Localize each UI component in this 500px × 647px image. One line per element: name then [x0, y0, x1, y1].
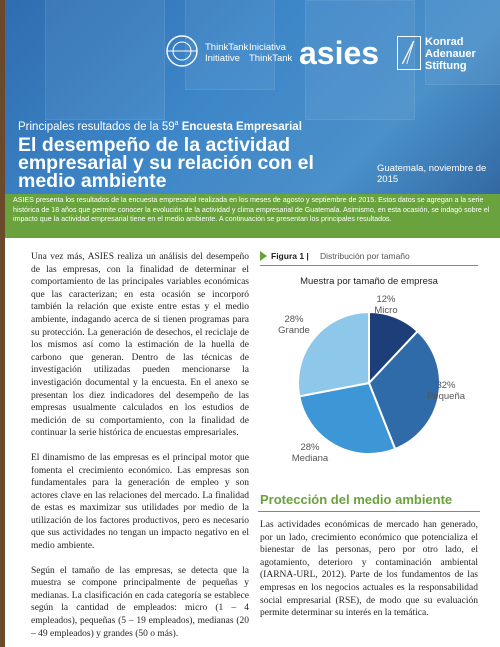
kas-line-2: Adenauer [425, 48, 476, 60]
iniciativa-line-1: Iniciativa [249, 42, 286, 53]
figure-label: Figura 1 | [271, 251, 309, 261]
left-column [31, 251, 249, 647]
pie-percent-pequeña: 32% [436, 380, 456, 391]
thinktank-line-2: Initiative [205, 53, 240, 64]
thinktank-logo-icon [165, 34, 199, 68]
subtitle-prefix: Principales resultados de la 59 [18, 120, 175, 133]
chart-title: Muestra por tamaño de empresa [300, 276, 438, 287]
figure-header [260, 250, 478, 264]
pie-category-micro: Micro [374, 305, 398, 316]
thinktank-text [205, 42, 248, 64]
page-title: El desempeño de la actividad empresarial y su relación con el medio ambiente [18, 134, 314, 192]
publication-date: Guatemala, noviembre de 2015 [377, 163, 487, 185]
kas-line-3: Stiftung [425, 60, 467, 72]
intro-banner [5, 194, 500, 238]
section-rule [258, 511, 480, 512]
logo-row [5, 26, 500, 86]
pie-category-pequeña: Pequeña [426, 391, 466, 402]
subtitle-rest: Encuesta Empresarial [178, 120, 302, 133]
iniciativa-line-2: ThinkTank [249, 53, 293, 64]
asies-logo [299, 36, 383, 70]
pie-percent-grande: 28% [284, 314, 304, 325]
pie-category-mediana: Mediana [291, 453, 329, 464]
section-heading: Protección del medio ambiente [260, 492, 453, 507]
body-paragraph-1: Una vez más, ASIES realiza un análisis del desempeño de las empresas, con la finalidad de determinar el comportamiento de las principales variables económicas que las caracterizan; en esta ocasión se incorporó también la relación que existe entre estas y el medio ambiente, indagando acerca de si tienen programas para su protección. La generación de desechos, el reciclaje de los mismos así como la estimación de la huella de carbono que generan. Dentro de las técnicas de investigación utilizadas pueden mencionarse la investigación documental y la encuesta. En el anexo se presentan los diez indicadores del desempeño de las empresas usualmente calculados en los estudios de medición de su comportamiento, con la finalidad de continuar la serie histórica de encuestas empresariales. [31, 252, 249, 439]
kas-text [425, 36, 476, 72]
intro-text: ASIES presenta los resultados de la encuesta empresarial realizada en los meses de agosto y septiembre de 2015. Estos datos se agregan a la serie histórica de 18 años que permite conocer la evolución de la actividad y clima empresarial de Guatemala. Asimismo, en esta ocasión, se indagó sobre el impacto que la actividad empresarial tiene en el medio ambiente. A continuación se presentan los principales resultados. [13, 196, 490, 224]
kas-logo-icon [397, 36, 421, 70]
figure-arrow-icon [260, 251, 267, 261]
pie-percent-micro: 12% [376, 294, 396, 305]
figure-title: Distribución por tamaño [320, 251, 410, 261]
iniciativa-text [249, 42, 292, 64]
report-subtitle [18, 120, 302, 133]
pie-category-grande: Grande [278, 325, 310, 336]
figure-rule [260, 265, 478, 266]
subtitle-superscript: a [174, 120, 179, 127]
body-paragraph-3: Según el tamaño de las empresas, se detecta que la muestra se compone principalmente de pequeñas y medianas. La clasificación en cada categoría se establece según la cantidad de empleados: micro (1 – 4 empleados), pequeñas (5 – 19 empleados), medianas (20 – 49 empleados) y grandes (50 o más). [31, 565, 249, 639]
thinktank-line-1: ThinkTank [205, 42, 249, 53]
section-text: Las actividades económicas de mercado han generado, por un lado, crecimiento económico que potencializa el bienestar de las personas, pero por otro lado, el agotamiento, deterioro y contaminación ambiental (IARNA-URL, 2012). Parte de los fundamentos de las empresas en los negocios actuales es la responsabilidad social empresarial (RSE), de modo que su evaluación permite determinar su interés en la temática. [260, 520, 478, 619]
kas-line-1: Konrad [425, 36, 464, 48]
pie-chart [258, 268, 480, 478]
asies-wordmark: asies [299, 36, 380, 70]
pie-percent-mediana: 28% [300, 442, 320, 453]
body-paragraph-2: El dinamismo de las empresas es el principal motor que fomenta el crecimiento económico. Las empresas son fundamentales para la generación de empleo y son actores clave en las relaciones del mercado. La finalidad de estas es maximizar sus utilidades por medio de la utilización de los factores productivos, pero es necesario que sus actividades no tengan un impacto negativo en el medio ambiente. [31, 452, 249, 552]
pie-chart-svg [258, 268, 480, 478]
